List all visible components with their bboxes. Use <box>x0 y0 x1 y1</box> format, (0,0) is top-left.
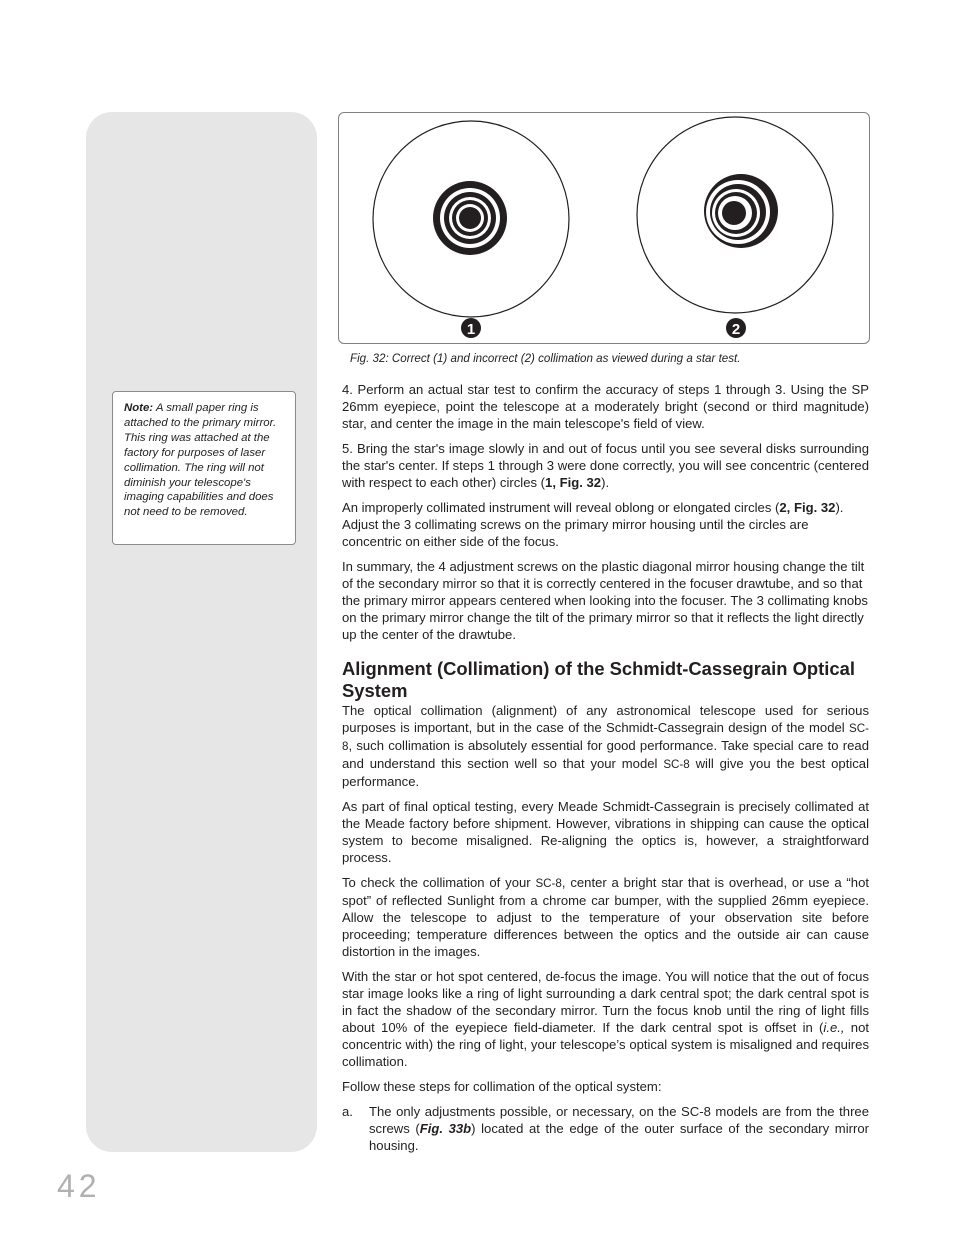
star-test-illustration <box>339 113 869 343</box>
shadow-spot-2 <box>722 201 746 225</box>
incorrect-collimation-diagram <box>637 117 833 313</box>
paragraph-summary: In summary, the 4 adjustment screws on the plastic diagonal mirror housing change the tilt of the secondary mirror so that it is correctly centered in the focuser drawtube, and so that the primary mirror appears centered when looking into the focuser. The 3 collimating knobs on the primary mirror change the tilt of the primary mirror so that it reflects the light directly up the center of the drawtube. <box>342 559 868 642</box>
correct-collimation-diagram <box>373 121 569 317</box>
marker-2 <box>726 318 746 338</box>
figure-32 <box>338 112 870 344</box>
page-number: 42 <box>57 1168 101 1204</box>
note-box <box>112 391 296 545</box>
list-item-a: a. The only adjustments possible, or necessary, on the SC-8 models are from the three screws (Fig. 33b) located at the edge of the outer surface of the secondary mirror housing. <box>342 1104 869 1153</box>
figure-caption: Fig. 32: Correct (1) and incorrect (2) collimation as viewed during a star test. <box>350 352 741 365</box>
main-content <box>342 381 869 1154</box>
note-label: Note: <box>124 402 154 414</box>
marker-1 <box>461 318 481 338</box>
paragraph-improper: An improperly collimated instrument will reveal oblong or elongated circles (2, Fig. 32). Adjust the 3 collimating screws on the primary mirror housing until the circles are concentric on either side of the focus. <box>342 500 844 549</box>
note-text: A small paper ring is attached to the primary mirror. This ring was attached at the factory for purposes of laser collimation. The ring will not diminish your telescope's imaging capabilities and does not need to be removed. <box>124 402 277 519</box>
list-marker: a. <box>342 1104 353 1119</box>
section-heading: Alignment (Collimation) of the Schmidt-Cassegrain Optical System <box>342 658 855 701</box>
paragraph-defocus: With the star or hot spot centered, de-focus the image. You will notice that the out of focus star image looks like a ring of light surrounding a dark central spot; the dark central spot is in fact the shadow of the secondary mirror. Turn the focus knob until the ring of light fills about 10% of the eyepiece field-diameter. If the dark central spot is offset in (i.e., not concentric with) the ring of light, your telescope’s optical system is misaligned and requires collimation. <box>342 969 869 1069</box>
paragraph-intro: The optical collimation (alignment) of any astronomical telescope used for serious purposes is important, but in the case of the Schmidt-Cassegrain design of the model SC-8, such collimation is absolutely essential for good performance. Take special care to read and understand this section well so that your model SC-8 will give you the best optical performance. <box>342 703 869 789</box>
marker-1-label: 1 <box>466 321 476 338</box>
paragraph-step-5: 5. Bring the star's image slowly in and out of focus until you see several disks surrounding the star's center. If steps 1 through 3 were done correctly, you will see concentric (centered with respect to each other) circles (1, Fig. 32). <box>342 441 869 490</box>
paragraph-step-4: 4. Perform an actual star test to confirm the accuracy of steps 1 through 3. Using the SP 26mm eyepiece, point the telescope at a moderately bright (second or third magnitude) star, and center the image in the main telescope's field of view. <box>342 382 869 431</box>
shadow-spot-1 <box>459 207 481 229</box>
paragraph-follow-steps: Follow these steps for collimation of the optical system: <box>342 1079 662 1094</box>
sidebar-panel <box>86 112 317 1152</box>
marker-2-label: 2 <box>731 321 741 338</box>
paragraph-final-testing: As part of final optical testing, every Meade Schmidt-Cassegrain is precisely collimated at the Meade factory before shipment. However, vibrations in shipping can cause the optical system to become misaligned. Re-aligning the optics is, however, a straightforward process. <box>342 799 869 865</box>
paragraph-check-collimation: To check the collimation of your SC-8, center a bright star that is overhead, or use a “hot spot” of reflected Sunlight from a chrome car bumper, with the supplied 26mm eyepiece. Allow the telescope to adjust to the temperature of your observation site before proceeding; temperature differences between the optics and the outside air can cause distortion in the images. <box>342 875 869 959</box>
